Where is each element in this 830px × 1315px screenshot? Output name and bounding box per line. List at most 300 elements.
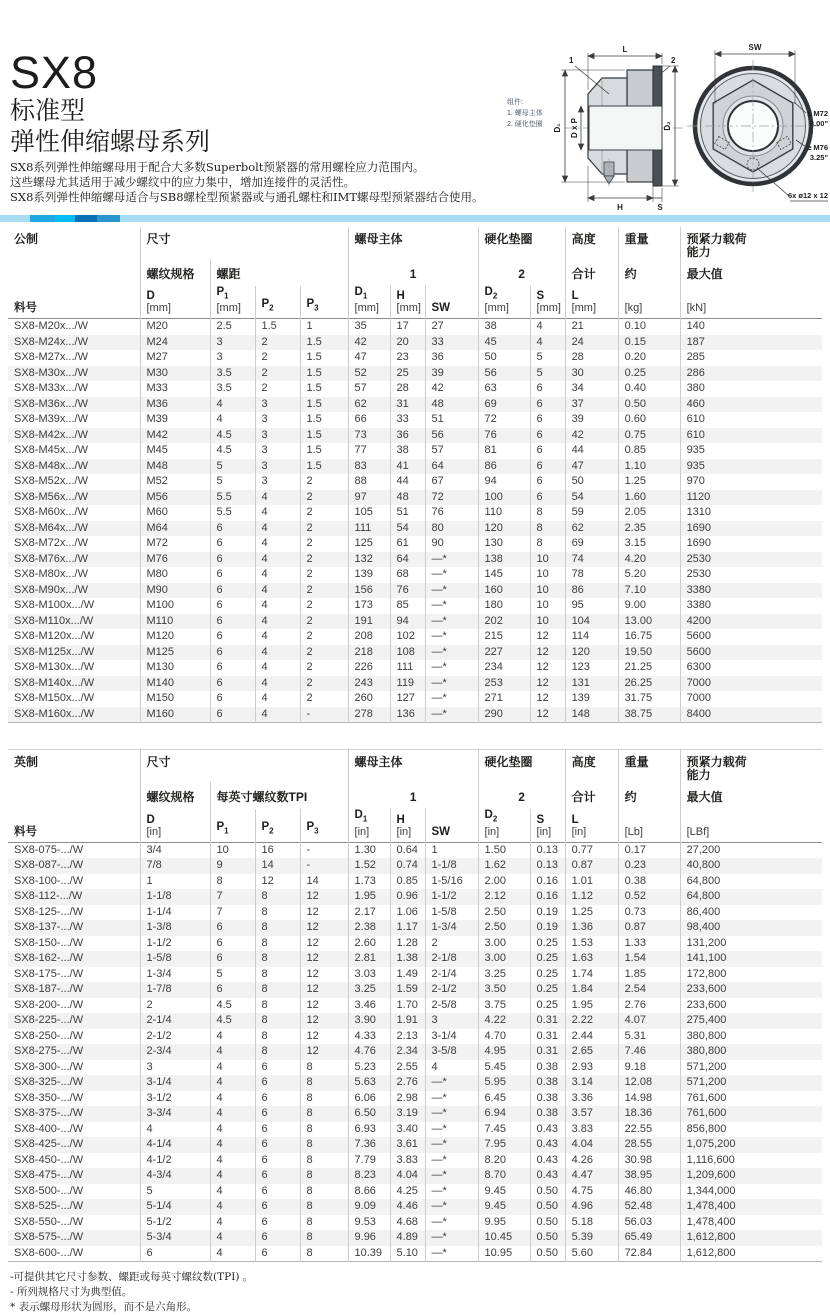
cell-p2: 4 [255,691,300,707]
cell-h: 1.17 [390,920,425,936]
cell-h: 25 [390,366,425,382]
subgroup-max: 最大值 [680,259,822,286]
column-header-p3: $P_3$ [300,286,348,319]
cell-sw: —* [425,629,478,645]
group-washer: 硬化垫圈 [478,227,565,259]
cell-h: 1.91 [390,1013,425,1029]
cell-d2: 94 [478,474,530,490]
cell-sw: —* [425,1168,478,1184]
cell-load: 140 [680,319,822,335]
cell-h: 54 [390,521,425,537]
cell-s: 0.25 [530,982,565,998]
cell-p1: 4 [210,1075,255,1091]
cell-d2: 2.50 [478,920,530,936]
cell-p2: 4 [255,676,300,692]
cell-l: 1.74 [565,967,618,983]
cell-load: 172,800 [680,967,822,983]
cell-d2: 2.50 [478,905,530,921]
cell-sw: 90 [425,536,478,552]
cell-weight: 0.25 [618,366,680,382]
cell-h: 5.10 [390,1246,425,1262]
cell-p3: 12 [300,889,348,905]
cell-sw: 76 [425,505,478,521]
cell-sw: —* [425,552,478,568]
cell-d2: 2.00 [478,874,530,890]
cell-weight: 18.36 [618,1106,680,1122]
cell-d: M120 [140,629,210,645]
cell-p1: 4 [210,1215,255,1231]
cell-weight: 26.25 [618,676,680,692]
cell-d: 2-3/4 [140,1044,210,1060]
cell-h: 20 [390,335,425,351]
cell-d2: 2.12 [478,889,530,905]
table-row [8,874,822,890]
table-row [8,443,822,459]
cell-p2: 8 [255,889,300,905]
cell-s: 10 [530,567,565,583]
cell-l: 104 [565,614,618,630]
cell-sw: —* [425,1153,478,1169]
cell-l: 120 [565,645,618,661]
cell-load: 233,600 [680,998,822,1014]
cell-d: M110 [140,614,210,630]
cell-load: 1,612,800 [680,1230,822,1246]
cell-part: SX8-187-.../W [14,983,84,996]
cell-p1: 2.5 [210,319,255,335]
cell-p3: 12 [300,936,348,952]
cell-l: 39 [565,412,618,428]
cell-load: 5600 [680,629,822,645]
cell-l: 4.75 [565,1184,618,1200]
cell-part: SX8-M52x.../W [14,475,88,488]
cell-p1: 4.5 [210,998,255,1014]
table-row [8,889,822,905]
cell-p2: 2 [255,366,300,382]
cell-d1: 6.50 [348,1106,390,1122]
cell-weight: 2.76 [618,998,680,1014]
table-row [8,1122,822,1138]
cell-l: 3.14 [565,1075,618,1091]
cell-s: 6 [530,459,565,475]
cell-d2: 10.95 [478,1246,530,1262]
cell-load: 27,200 [680,842,822,858]
cell-s: 0.16 [530,889,565,905]
cell-d1: 1.95 [348,889,390,905]
imperial-subgroup-row [8,782,822,809]
cell-part: SX8-M24x.../W [14,335,88,348]
cell-load: 571,200 [680,1060,822,1076]
cell-load: 141,100 [680,951,822,967]
cell-d2: 3.00 [478,951,530,967]
cell-weight: 0.40 [618,381,680,397]
column-header-d2: $D_2$ [in] [478,809,530,842]
cell-p1: 5.5 [210,490,255,506]
cell-p3: 8 [300,1184,348,1200]
cell-p2: 4 [255,614,300,630]
drawing-legend-item-2: 2. 硬化垫圈 [507,121,543,128]
column-header-sw: SW [425,809,478,842]
cell-d2: 4.22 [478,1013,530,1029]
cell-part: SX8-525-.../W [14,1200,84,1213]
cell-p2: 3 [255,459,300,475]
column-header-weight: [kg] [618,286,680,319]
cell-d1: 4.76 [348,1044,390,1060]
cell-l: 30 [565,366,618,382]
cell-load: 1,612,800 [680,1246,822,1262]
title-block [10,47,211,158]
cell-part: SX8-087-.../W [14,859,84,872]
cell-sw: —* [425,660,478,676]
cell-p2: 4 [255,645,300,661]
cell-part: SX8-575-.../W [14,1231,84,1244]
cell-sw: 48 [425,397,478,413]
cell-s: 12 [530,691,565,707]
group-height: 高度 [565,227,618,259]
cell-p2: 8 [255,1029,300,1045]
cell-l: 123 [565,660,618,676]
cell-d1: 9.09 [348,1199,390,1215]
cell-l: 86 [565,583,618,599]
cell-d2: 3.75 [478,998,530,1014]
cell-part: SX8-M120x.../W [14,630,95,643]
cell-s: 6 [530,397,565,413]
cell-h: 111 [390,660,425,676]
cell-d: M42 [140,428,210,444]
metric-column-row [8,286,822,319]
cell-d2: 100 [478,490,530,506]
cell-d: M80 [140,567,210,583]
cell-d1: 2.38 [348,920,390,936]
cell-part: SX8-200-.../W [14,998,84,1011]
cell-load: 86,400 [680,905,822,921]
cell-p3: 12 [300,905,348,921]
cell-load: 1310 [680,505,822,521]
cell-s: 12 [530,660,565,676]
cell-s: 0.43 [530,1168,565,1184]
cell-s: 0.13 [530,842,565,858]
cell-part: SX8-M150x.../W [14,692,95,705]
group-preload [680,750,822,783]
cell-l: 1.63 [565,951,618,967]
cell-d1: 62 [348,397,390,413]
cell-p3: 2 [300,474,348,490]
cell-d: M45 [140,443,210,459]
cell-d: M48 [140,459,210,475]
cell-load: 64,800 [680,889,822,905]
cell-part: SX8-350-.../W [14,1091,84,1104]
table-row [8,350,822,366]
cell-sw: —* [425,645,478,661]
cell-sw: 3 [425,1013,478,1029]
cell-part: SX8-M76x.../W [14,552,88,565]
cell-p2: 6 [255,1106,300,1122]
cell-d2: 9.95 [478,1215,530,1231]
cell-d: M64 [140,521,210,537]
dim-label-H: H [617,203,623,212]
cell-part: SX8-150-.../W [14,936,84,949]
cell-weight: 28.55 [618,1137,680,1153]
cell-load: 380 [680,381,822,397]
cell-d: 3-1/4 [140,1075,210,1091]
cell-l: 4.04 [565,1137,618,1153]
cell-p3: 2 [300,598,348,614]
cell-d: 4-1/2 [140,1153,210,1169]
cell-sw: 3-1/4 [425,1029,478,1045]
cell-weight: 31.75 [618,691,680,707]
section-label-imperial: 英制 [14,755,39,770]
cell-weight: 52.48 [618,1199,680,1215]
cell-d1: 5.23 [348,1060,390,1076]
cell-d1: 7.79 [348,1153,390,1169]
cell-d: M24 [140,335,210,351]
cell-weight: 4.20 [618,552,680,568]
cell-s: 0.16 [530,874,565,890]
cell-h: 2.55 [390,1060,425,1076]
table-row [8,691,822,707]
cell-s: 12 [530,676,565,692]
section-view [553,45,685,212]
cell-p1: 4 [210,1230,255,1246]
metric-table-body [8,319,822,723]
cell-load: 131,200 [680,936,822,952]
cell-p1: 4.5 [210,428,255,444]
cell-load: 286 [680,366,822,382]
cell-d: 1-7/8 [140,982,210,998]
imperial-table-body [8,842,822,1262]
cell-part: SX8-M42x.../W [14,428,88,441]
cell-s: 0.31 [530,1029,565,1045]
cell-load: 275,400 [680,1013,822,1029]
cell-part: SX8-450-.../W [14,1153,84,1166]
cell-p3: 12 [300,951,348,967]
group-nut-body: 螺母主体 [348,750,478,783]
cell-d2: 4.95 [478,1044,530,1060]
cell-weight: 1.60 [618,490,680,506]
cell-p1: 4 [210,1184,255,1200]
group-weight: 重量 [618,750,680,783]
cell-s: 8 [530,505,565,521]
cell-d2: 227 [478,645,530,661]
cell-h: 4.25 [390,1184,425,1200]
cell-sw: 1-5/16 [425,874,478,890]
hex-note-large-size: ≥ M76 [807,143,828,152]
cell-h: 2.76 [390,1075,425,1091]
cell-p1: 3.5 [210,381,255,397]
cell-sw: 1 [425,842,478,858]
technical-drawing [503,26,828,215]
cell-d1: 77 [348,443,390,459]
cell-p1: 4 [210,1060,255,1076]
cell-part: SX8-250-.../W [14,1029,84,1042]
cell-d1: 52 [348,366,390,382]
cell-weight: 72.84 [618,1246,680,1262]
column-header-part: 料号 [14,825,37,838]
cell-h: 48 [390,490,425,506]
cell-s: 8 [530,536,565,552]
cell-part: SX8-M45x.../W [14,444,88,457]
cell-sw: —* [425,1075,478,1091]
cell-d: 2-1/2 [140,1029,210,1045]
cell-p3: 8 [300,1215,348,1231]
cell-s: 0.25 [530,936,565,952]
cell-sw: —* [425,1230,478,1246]
cell-part: SX8-M130x.../W [14,661,95,674]
product-title: SX8 [10,47,99,98]
cell-weight: 1.33 [618,936,680,952]
cell-h: 2.34 [390,1044,425,1060]
cell-p1: 4 [210,1106,255,1122]
cell-d1: 5.63 [348,1075,390,1091]
cell-p3: 2 [300,583,348,599]
accent-bar-segment [30,215,55,222]
table-row [8,1029,822,1045]
table-row [8,521,822,537]
cell-sw: 57 [425,443,478,459]
cell-p2: 4 [255,707,300,723]
dim-label-D1: D₁ [553,123,562,133]
cell-weight: 0.50 [618,397,680,413]
group-size: 尺寸 [140,750,348,783]
cell-part: SX8-M64x.../W [14,521,88,534]
cell-part: SX8-137-.../W [14,921,84,934]
cell-p3: - [300,707,348,723]
cell-part: SX8-M80x.../W [14,568,88,581]
cell-d2: 138 [478,552,530,568]
cell-s: 0.38 [530,1060,565,1076]
cell-p3: 2 [300,567,348,583]
cell-d2: 3.00 [478,936,530,952]
section-label-metric: 公制 [14,232,39,246]
cell-l: 1.53 [565,936,618,952]
table-row [8,490,822,506]
cell-part: SX8-600-.../W [14,1246,84,1259]
cell-p3: - [300,842,348,858]
cell-d: 5-3/4 [140,1230,210,1246]
cell-load: 233,600 [680,982,822,998]
table-row [8,614,822,630]
cell-l: 37 [565,397,618,413]
cell-weight: 38.95 [618,1168,680,1184]
cell-p2: 8 [255,967,300,983]
cell-d1: 243 [348,676,390,692]
cell-part: SX8-175-.../W [14,967,84,980]
table-row [8,397,822,413]
cell-p3: 1.5 [300,443,348,459]
cell-d: 3 [140,1060,210,1076]
table-row [8,967,822,983]
cell-d: 4 [140,1122,210,1138]
cell-load: 2530 [680,552,822,568]
cell-l: 62 [565,521,618,537]
cell-l: 2.93 [565,1060,618,1076]
cell-s: 0.38 [530,1106,565,1122]
cell-s: 5 [530,350,565,366]
hex-note-large-inch: 3.25" [809,153,828,162]
column-header-d: D [mm] [140,286,210,319]
cell-d1: 42 [348,335,390,351]
cell-p3: 14 [300,874,348,890]
cell-sw: —* [425,1215,478,1231]
cell-d: 3-1/2 [140,1091,210,1107]
cell-l: 5.60 [565,1246,618,1262]
cell-sw: —* [425,1246,478,1262]
accent-bar [0,215,830,222]
cell-d1: 2.17 [348,905,390,921]
table-row [8,412,822,428]
cell-sw: 2-5/8 [425,998,478,1014]
cell-d1: 47 [348,350,390,366]
cell-s: 0.19 [530,905,565,921]
cell-part: SX8-M56x.../W [14,490,88,503]
cell-p3: 1.5 [300,459,348,475]
cell-l: 44 [565,443,618,459]
cell-h: 4.68 [390,1215,425,1231]
cell-d1: 260 [348,691,390,707]
column-header-load: [kN] [680,286,822,319]
dim-label-L: L [622,45,628,54]
cell-load: 7000 [680,676,822,692]
cell-d2: 76 [478,428,530,444]
cell-p1: 4 [210,1091,255,1107]
table-row [8,1091,822,1107]
dim-label-SW: SW [748,43,762,52]
cell-d1: 105 [348,505,390,521]
cell-p3: 1 [300,319,348,335]
cell-d2: 7.95 [478,1137,530,1153]
cell-part: SX8-M100x.../W [14,599,95,612]
cell-part: SX8-M20x.../W [14,320,88,333]
cell-weight: 30.98 [618,1153,680,1169]
cell-p1: 4 [210,1246,255,1262]
cell-p1: 7 [210,905,255,921]
metric-table [8,227,822,723]
column-header-p1: $P_1$ [210,809,255,842]
cell-p1: 5 [210,967,255,983]
cell-weight: 0.17 [618,842,680,858]
cell-weight: 13.00 [618,614,680,630]
cell-weight: 1.54 [618,951,680,967]
cell-h: 2.13 [390,1029,425,1045]
cell-d: M90 [140,583,210,599]
cell-d1: 139 [348,567,390,583]
description-line: 这些螺母尤其适用于减少螺纹中的应力集中，增加连接件的灵活性。 [10,175,355,189]
cell-load: 1,075,200 [680,1137,822,1153]
cell-d: 1 [140,874,210,890]
table-row [8,982,822,998]
cell-d1: 125 [348,536,390,552]
cell-d: 1-1/8 [140,889,210,905]
cell-l: 34 [565,381,618,397]
table-row [8,1075,822,1091]
cell-h: 119 [390,676,425,692]
cell-d1: 88 [348,474,390,490]
cell-load: 380,800 [680,1029,822,1045]
cell-l: 74 [565,552,618,568]
table-row [8,998,822,1014]
cell-p2: 8 [255,982,300,998]
cell-d1: 3.25 [348,982,390,998]
cell-d: 1-5/8 [140,951,210,967]
cell-p3: 8 [300,1122,348,1138]
cell-d: 1-3/4 [140,967,210,983]
cell-p3: 8 [300,1075,348,1091]
cell-p1: 5 [210,459,255,475]
cell-load: 5600 [680,645,822,661]
cell-h: 0.96 [390,889,425,905]
cell-sw: 2-1/4 [425,967,478,983]
cell-p3: 1.5 [300,428,348,444]
cell-weight: 0.38 [618,874,680,890]
